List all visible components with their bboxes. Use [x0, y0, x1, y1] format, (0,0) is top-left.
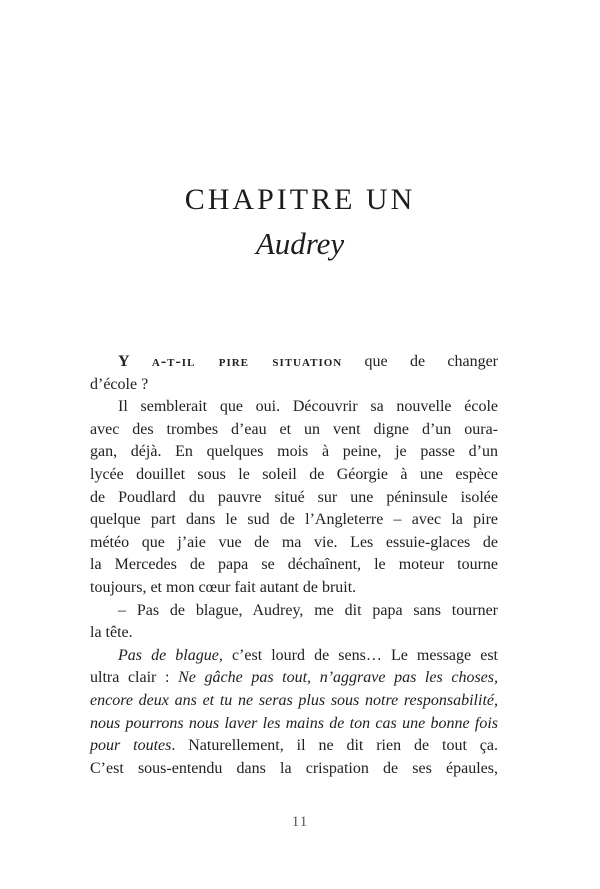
text-line [90, 622, 498, 645]
text-run: a-t-il pire situation [151, 353, 343, 370]
text-line [90, 351, 498, 374]
text-run: , c’est lourd de sens… Le message est [218, 646, 498, 664]
text-run: gan, déjà. En quelques mois à peine, je passe d’un [90, 443, 498, 461]
text-run: Pas de blague [118, 646, 219, 664]
text-run: . Naturellement, il ne dit rien de tout ça. [171, 737, 498, 755]
paragraph [90, 351, 498, 396]
text-run: quelque part dans le sud de l’Angleterre – avec la pire [90, 511, 498, 529]
text-run: pour toutes [90, 737, 172, 755]
text-run [130, 353, 152, 370]
text-run: lycée douillet sous le soleil de Géorgie à une espèce [90, 465, 498, 483]
text-line [90, 690, 498, 713]
text-line [90, 419, 498, 442]
text-run: toujours, et mon cœur fait autant de bruit. [90, 578, 357, 596]
text-line [90, 509, 498, 532]
chapter-heading: CHAPITRE UN [184, 183, 416, 216]
text-run: encore deux ans et tu ne seras plus sous notre responsabilité, [90, 691, 498, 709]
body-text [90, 351, 498, 780]
text-line [90, 667, 498, 690]
text-run: Il semblerait que oui. Découvrir sa nouvelle école [118, 398, 498, 416]
text-line [90, 600, 498, 623]
text-line [90, 441, 498, 464]
text-run: d’école ? [90, 375, 149, 393]
text-line [90, 487, 498, 510]
text-run: ultra clair : [90, 669, 179, 687]
text-line [90, 735, 498, 758]
text-run: nous pourrons nous laver les mains de ton cas une bonne fois [90, 714, 498, 732]
text-line [90, 758, 498, 781]
text-line [90, 713, 498, 736]
paragraph [90, 645, 498, 781]
paragraph [90, 396, 498, 599]
paragraph [90, 600, 498, 645]
text-run: la tête. [90, 624, 133, 642]
text-run: Ne gâche pas tout, n’aggrave pas les choses, [178, 669, 498, 687]
text-run: avec des trombes d’eau et un vent digne d’un oura- [90, 420, 498, 438]
text-run: que de changer [342, 353, 498, 370]
text-line [90, 554, 498, 577]
text-run: Y [118, 353, 130, 370]
text-line [90, 396, 498, 419]
page-number: 11 [291, 814, 309, 830]
text-line [90, 532, 498, 555]
text-run: météo que j’aie vue de ma vie. Les essuie-glaces de [90, 533, 498, 551]
text-run: C’est sous-entendu dans la crispation de ses épaules, [90, 759, 498, 777]
text-line [90, 374, 498, 397]
text-line [90, 464, 498, 487]
text-line [90, 577, 498, 600]
text-run: de Poudlard du pauvre situé sur une péninsule isolée [90, 488, 498, 506]
text-run: la Mercedes de papa se déchaînent, le moteur tourne [90, 556, 498, 574]
text-run: – Pas de blague, Audrey, me dit papa sans tourner [118, 601, 498, 619]
chapter-subtitle: Audrey [255, 226, 345, 261]
text-line [90, 645, 498, 668]
